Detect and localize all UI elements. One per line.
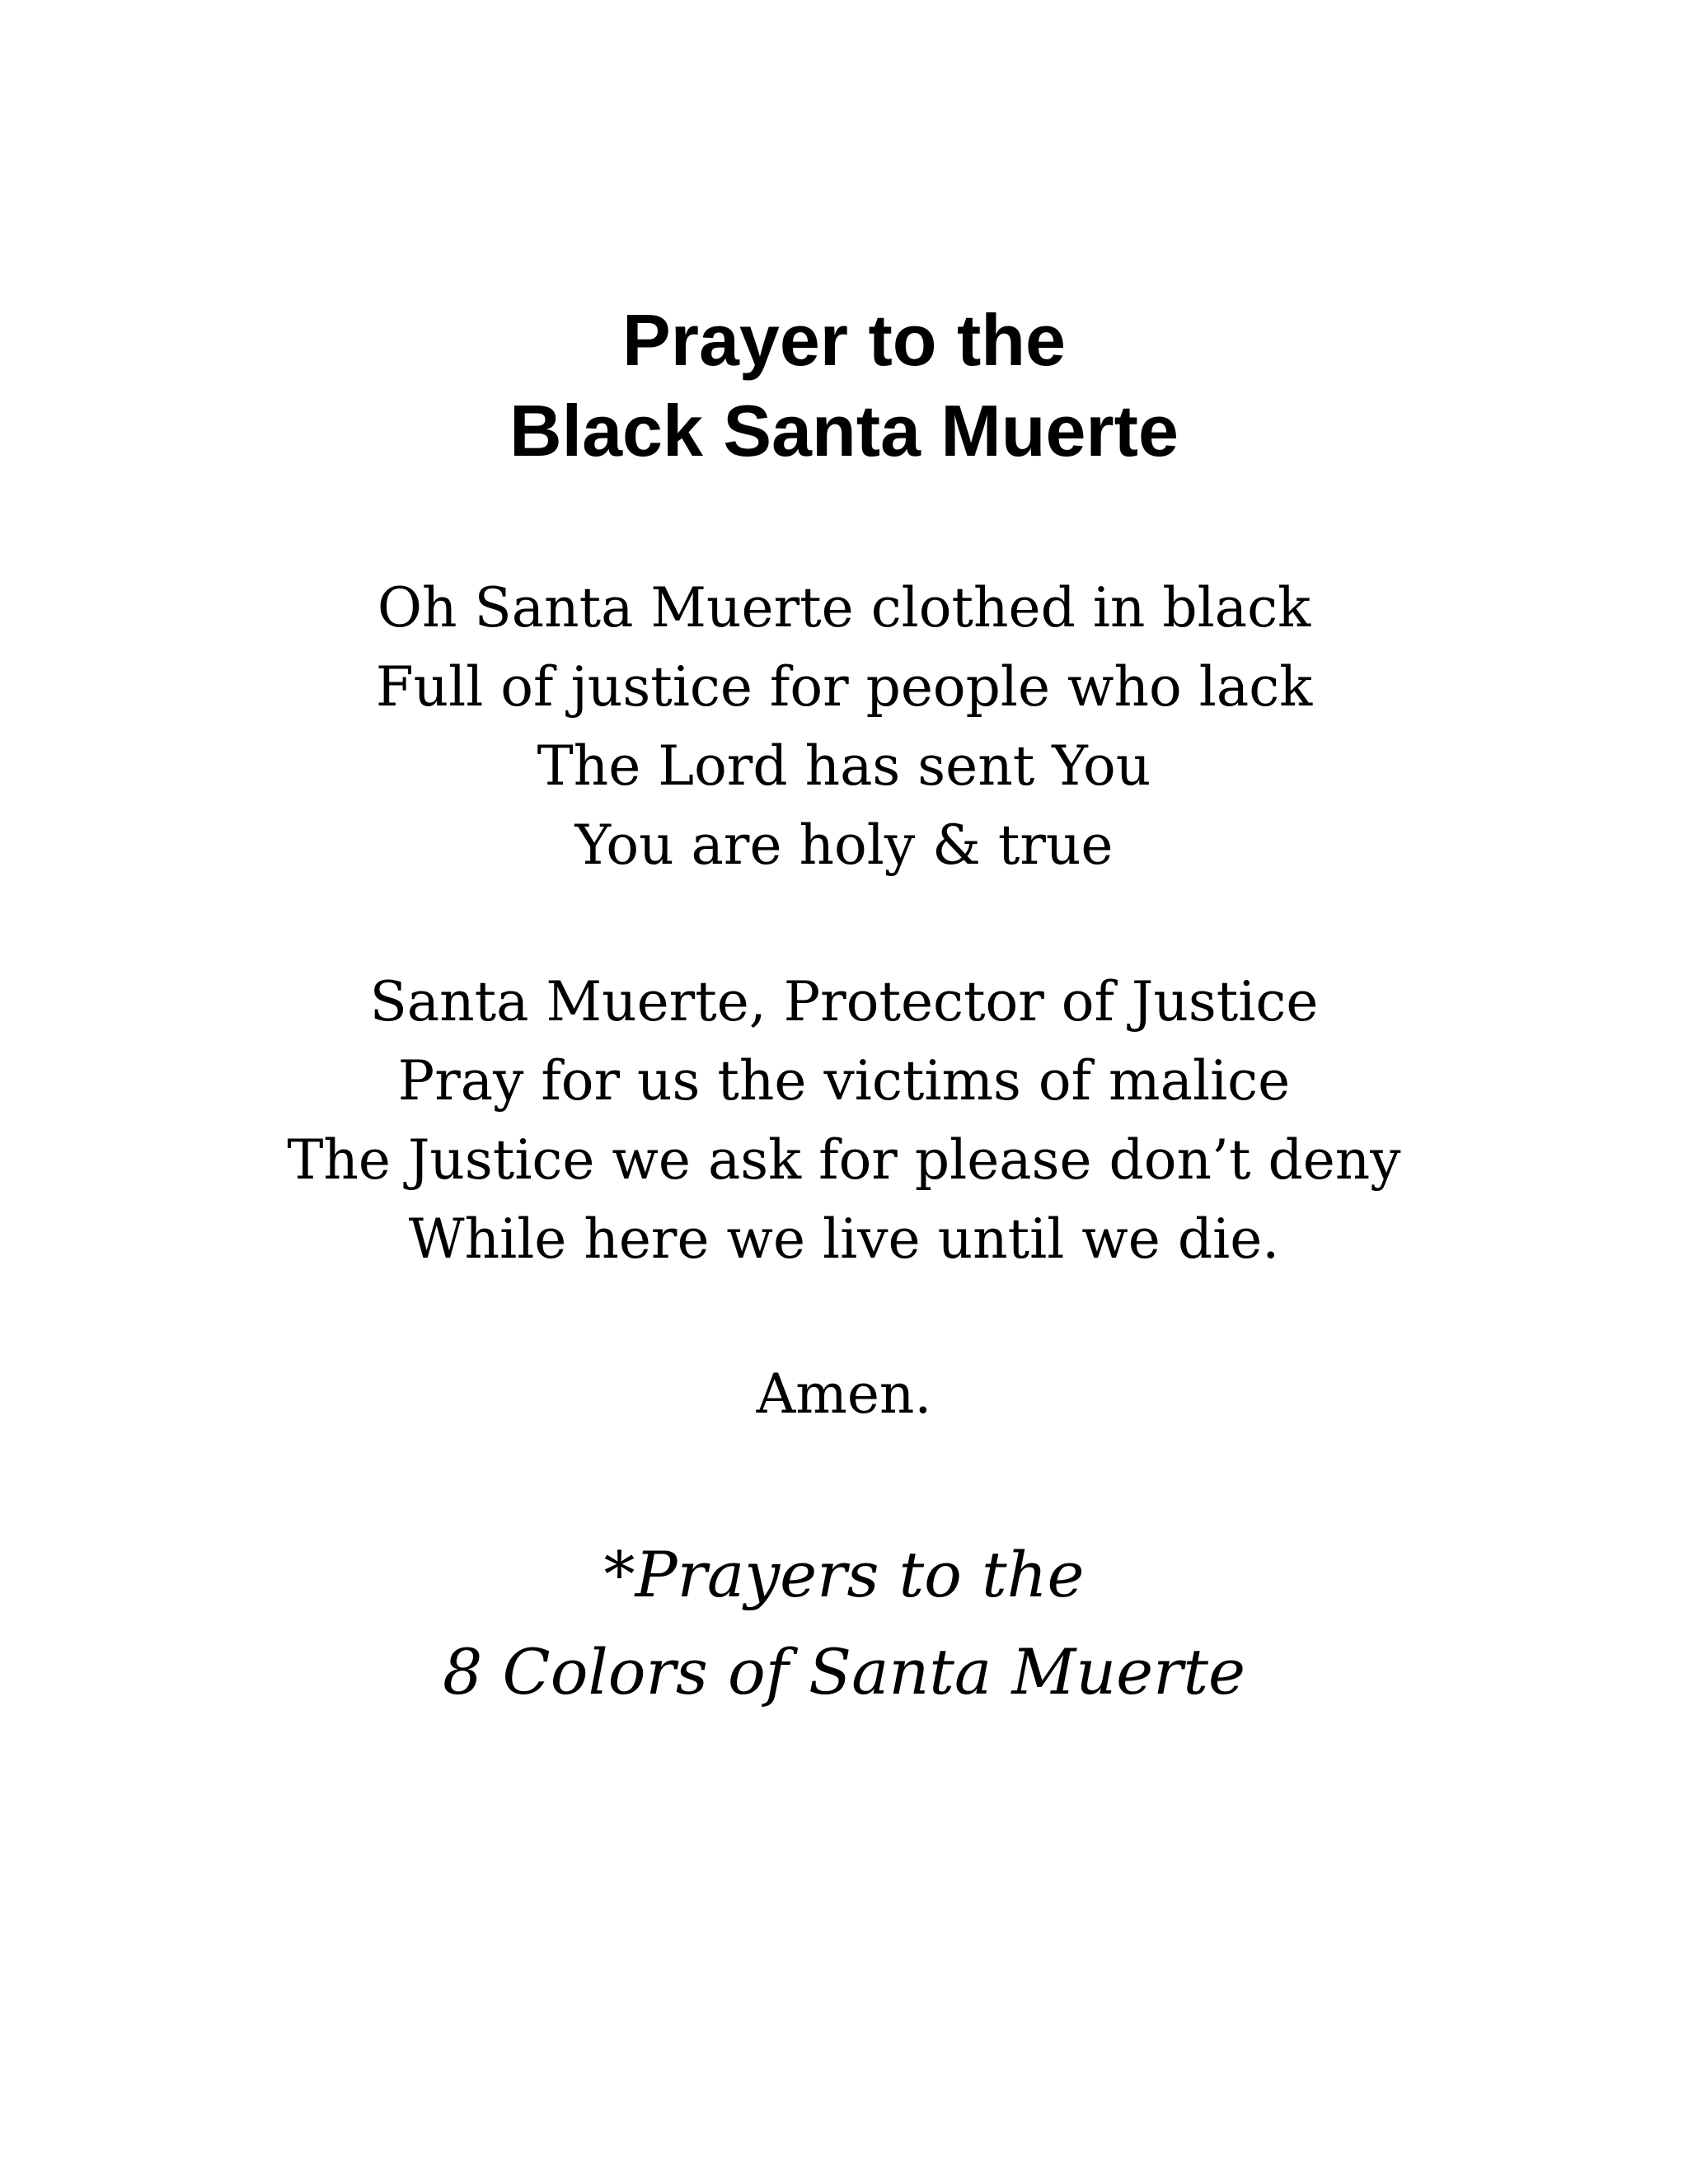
prayer-stanza-1 xyxy=(0,569,1688,885)
closing-text: Amen. xyxy=(756,1362,932,1426)
stanza-1-line-4: You are holy & true xyxy=(574,813,1114,877)
footer-line-2 xyxy=(0,1624,1688,1721)
stanza-1-line-3: The Lord has sent You xyxy=(537,734,1151,798)
page-title-line-1 xyxy=(0,295,1688,386)
prayer-closing xyxy=(0,1355,1688,1434)
stanza-2-line-1: Santa Muerte, Protector of Justice xyxy=(369,970,1319,1033)
title-text-1: Prayer to the xyxy=(622,299,1066,381)
stanza-1-line-2: Full of justice for people who lack xyxy=(375,655,1313,719)
stanza-1-line-1: Oh Santa Muerte clothed in black xyxy=(377,576,1311,640)
footer-text-1: *Prayers to the xyxy=(603,1538,1085,1611)
stanza-2-line-4: While here we live until we die. xyxy=(408,1207,1280,1271)
stanza-2-line-3: The Justice we ask for please don’t deny xyxy=(287,1128,1401,1192)
footer-text-2: 8 Colors of Santa Muerte xyxy=(443,1635,1245,1708)
stanza-2-line-2: Pray for us the victims of malice xyxy=(397,1049,1291,1113)
title-text-2: Black Santa Muerte xyxy=(509,390,1179,471)
footer-line-1 xyxy=(0,1526,1688,1624)
prayer-stanza-2 xyxy=(0,963,1688,1279)
page-title-line-2 xyxy=(0,386,1688,476)
